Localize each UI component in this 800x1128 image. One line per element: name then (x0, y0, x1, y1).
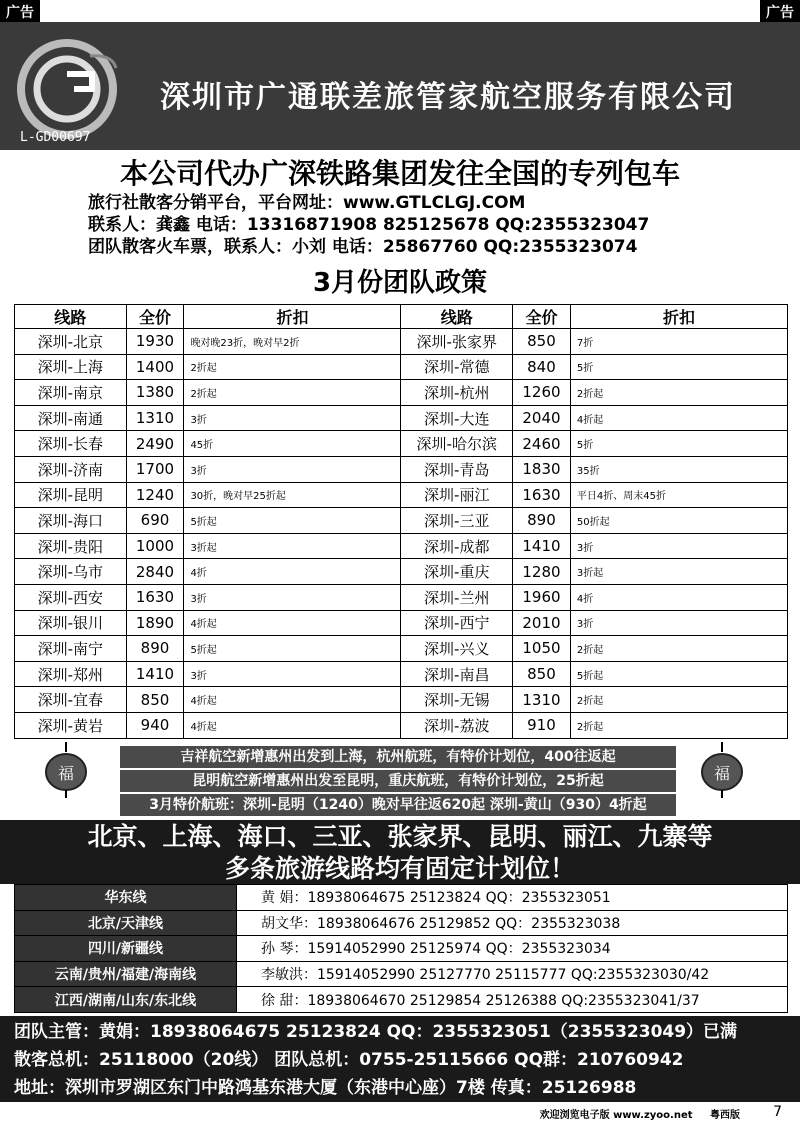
line-contact: 黄 娟：18938064675 25123824 QQ：2355323051 (237, 885, 788, 911)
route-cell: 深圳-济南 (15, 456, 127, 482)
table-row (15, 431, 788, 457)
line-name: 四川/新疆线 (15, 936, 237, 962)
header-price: 全价 (126, 305, 184, 329)
line-name: 华东线 (15, 885, 237, 911)
discount-cell: 3折 (184, 405, 401, 431)
discount-cell: 4折起 (184, 687, 401, 713)
price-cell: 1280 (513, 559, 571, 585)
line-row (15, 961, 788, 987)
footer-line-2: 散客总机：25118000（20线） 团队总机：0755-25115666 QQ群：210760942 (14, 1050, 684, 1070)
route-cell: 深圳-丽江 (401, 482, 513, 508)
header-route: 线路 (401, 305, 513, 329)
discount-cell: 2折起 (570, 687, 787, 713)
line-contact: 徐 甜：18938064670 25129854 25126388 QQ:2355323041/37 (237, 987, 788, 1013)
discount-cell: 4折 (570, 584, 787, 610)
header-price: 全价 (513, 305, 571, 329)
page-number: 7 (773, 1104, 782, 1120)
table-row (15, 687, 788, 713)
discount-cell: 5折 (570, 431, 787, 457)
price-cell: 890 (126, 636, 184, 662)
company-name: 深圳市广通联差旅管家航空服务有限公司 (160, 80, 736, 115)
table-row (15, 559, 788, 585)
discount-cell: 4折起 (184, 610, 401, 636)
line-row (15, 910, 788, 936)
route-cell: 深圳-张家界 (401, 329, 513, 355)
info-line-2: 联系人：龚鑫 电话：13316871908 825125678 QQ:2355323047 (88, 215, 650, 235)
price-cell: 890 (513, 508, 571, 534)
route-cell: 深圳-银川 (15, 610, 127, 636)
table-row (15, 329, 788, 355)
footer-contact (0, 1016, 800, 1102)
promo-line-2: 昆明航空新增惠州出发至昆明，重庆航班，有特价计划位，25折起 (120, 770, 676, 792)
lantern-icon (700, 742, 744, 798)
discount-cell: 4折起 (570, 405, 787, 431)
route-cell: 深圳-昆明 (15, 482, 127, 508)
discount-cell: 2折起 (570, 380, 787, 406)
company-header (0, 22, 800, 150)
price-cell: 840 (513, 354, 571, 380)
price-cell: 1380 (126, 380, 184, 406)
route-lines-body (15, 885, 788, 1013)
route-cell: 深圳-兴义 (401, 636, 513, 662)
policy-table (14, 304, 788, 739)
routes-banner (0, 820, 800, 884)
table-row (15, 456, 788, 482)
price-cell: 940 (126, 712, 184, 738)
route-cell: 深圳-上海 (15, 354, 127, 380)
price-cell: 1890 (126, 610, 184, 636)
policy-body (15, 329, 788, 739)
price-cell: 1960 (513, 584, 571, 610)
discount-cell: 7折 (570, 329, 787, 355)
route-cell: 深圳-南昌 (401, 661, 513, 687)
price-cell: 1830 (513, 456, 571, 482)
route-cell: 深圳-黄岩 (15, 712, 127, 738)
banner-line-1: 北京、上海、海口、三亚、张家界、昆明、丽江、九寨等 (87, 822, 713, 851)
route-cell: 深圳-常德 (401, 354, 513, 380)
price-cell: 1930 (126, 329, 184, 355)
discount-cell: 30折，晚对早25折起 (184, 482, 401, 508)
header-route: 线路 (15, 305, 127, 329)
route-cell: 深圳-成都 (401, 533, 513, 559)
bottom-note-text: 欢迎浏览电子版 www.zyoo.net (539, 1110, 693, 1121)
price-cell: 1000 (126, 533, 184, 559)
table-row (15, 482, 788, 508)
discount-cell: 5折 (570, 354, 787, 380)
table-row (15, 661, 788, 687)
route-cell: 深圳-北京 (15, 329, 127, 355)
info-line-1: 旅行社散客分销平台，平台网址：www.GTLCLGJ.COM (88, 193, 526, 213)
route-cell: 深圳-南通 (15, 405, 127, 431)
price-cell: 1310 (126, 405, 184, 431)
route-cell: 深圳-重庆 (401, 559, 513, 585)
price-cell: 1630 (126, 584, 184, 610)
discount-cell: 2折起 (570, 636, 787, 662)
headline: 本公司代办广深铁路集团发往全国的专列包车 (119, 157, 680, 190)
route-cell: 深圳-无锡 (401, 687, 513, 713)
company-logo-icon (12, 34, 122, 144)
discount-cell: 晚对晚23折，晚对早2折 (184, 329, 401, 355)
price-cell: 1400 (126, 354, 184, 380)
table-row (15, 712, 788, 738)
table-row (15, 354, 788, 380)
table-row (15, 508, 788, 534)
route-cell: 深圳-贵阳 (15, 533, 127, 559)
route-cell: 深圳-长春 (15, 431, 127, 457)
lantern-icon (44, 742, 88, 798)
route-cell: 深圳-荔波 (401, 712, 513, 738)
price-cell: 2010 (513, 610, 571, 636)
edition-label: 粤西版 (710, 1110, 740, 1121)
price-cell: 1700 (126, 456, 184, 482)
price-cell: 1410 (126, 661, 184, 687)
discount-cell: 3折 (184, 584, 401, 610)
line-name: 江西/湖南/山东/东北线 (15, 987, 237, 1013)
table-row (15, 610, 788, 636)
discount-cell: 3折起 (184, 533, 401, 559)
price-cell: 2460 (513, 431, 571, 457)
price-cell: 2490 (126, 431, 184, 457)
table-row (15, 380, 788, 406)
route-cell: 深圳-大连 (401, 405, 513, 431)
line-name: 北京/天津线 (15, 910, 237, 936)
price-cell: 690 (126, 508, 184, 534)
discount-cell: 3折 (184, 456, 401, 482)
table-row (15, 405, 788, 431)
price-cell: 2040 (513, 405, 571, 431)
route-cell: 深圳-青岛 (401, 456, 513, 482)
price-cell: 1310 (513, 687, 571, 713)
route-cell: 深圳-乌市 (15, 559, 127, 585)
discount-cell: 5折起 (184, 508, 401, 534)
discount-cell: 平日4折、周末45折 (570, 482, 787, 508)
discount-cell: 35折 (570, 456, 787, 482)
price-cell: 1050 (513, 636, 571, 662)
discount-cell: 3折起 (570, 559, 787, 585)
line-row (15, 987, 788, 1013)
discount-cell: 45折 (184, 431, 401, 457)
line-name: 云南/贵州/福建/海南线 (15, 961, 237, 987)
price-cell: 2840 (126, 559, 184, 585)
discount-cell: 2折起 (184, 380, 401, 406)
discount-cell: 3折 (184, 661, 401, 687)
ad-tag-left: 广告 (0, 0, 40, 22)
route-cell: 深圳-哈尔滨 (401, 431, 513, 457)
discount-cell: 4折起 (184, 712, 401, 738)
discount-cell: 4折 (184, 559, 401, 585)
line-contact: 孙 琴：15914052990 25125974 QQ：2355323034 (237, 936, 788, 962)
route-cell: 深圳-南宁 (15, 636, 127, 662)
header-discount: 折扣 (570, 305, 787, 329)
route-cell: 深圳-南京 (15, 380, 127, 406)
route-cell: 深圳-宜春 (15, 687, 127, 713)
discount-cell: 5折起 (570, 661, 787, 687)
table-row (15, 584, 788, 610)
line-contact: 李敏洪：15914052990 25127770 25115777 QQ:2355323030/42 (237, 961, 788, 987)
route-cell: 深圳-郑州 (15, 661, 127, 687)
policy-title: 3月份团队政策 (312, 268, 488, 298)
svg-text:福: 福 (57, 764, 75, 783)
price-cell: 1240 (126, 482, 184, 508)
discount-cell: 3折 (570, 533, 787, 559)
route-lines-table (14, 884, 788, 1013)
route-cell: 深圳-海口 (15, 508, 127, 534)
price-cell: 1260 (513, 380, 571, 406)
banner-line-2: 多条旅游线路均有固定计划位！ (224, 854, 575, 883)
discount-cell: 2折起 (570, 712, 787, 738)
license-code: L-GD00697 (20, 130, 91, 145)
footer-line-3: 地址：深圳市罗湖区东门中路鸿基东港大厦（东港中心座）7楼 传真：25126988 (14, 1078, 637, 1098)
route-cell: 深圳-西宁 (401, 610, 513, 636)
ad-tag-right: 广告 (760, 0, 800, 22)
discount-cell: 3折 (570, 610, 787, 636)
route-cell: 深圳-西安 (15, 584, 127, 610)
route-cell: 深圳-三亚 (401, 508, 513, 534)
price-cell: 1630 (513, 482, 571, 508)
price-cell: 850 (126, 687, 184, 713)
line-row (15, 936, 788, 962)
table-row (15, 533, 788, 559)
discount-cell: 5折起 (184, 636, 401, 662)
price-cell: 850 (513, 329, 571, 355)
line-row (15, 885, 788, 911)
discount-cell: 2折起 (184, 354, 401, 380)
promo-line-1: 吉祥航空新增惠州出发到上海，杭州航班，有特价计划位，400往返起 (120, 746, 676, 768)
route-cell: 深圳-兰州 (401, 584, 513, 610)
header-discount: 折扣 (184, 305, 401, 329)
info-line-3: 团队散客火车票，联系人：小刘 电话：25867760 QQ:2355323074 (88, 237, 638, 257)
bottom-note (540, 1106, 740, 1121)
discount-cell: 50折起 (570, 508, 787, 534)
route-cell: 深圳-杭州 (401, 380, 513, 406)
table-row (15, 636, 788, 662)
svg-text:福: 福 (713, 764, 731, 783)
price-cell: 1410 (513, 533, 571, 559)
price-cell: 850 (513, 661, 571, 687)
price-cell: 910 (513, 712, 571, 738)
footer-line-1: 团队主管：黄娟：18938064675 25123824 QQ：2355323051（2355323049）已满 (14, 1022, 738, 1042)
promo-line-3: 3月特价航班：深圳-昆明（1240）晚对早往返620起 深圳-黄山（930）4折起 (120, 794, 676, 816)
line-contact: 胡文华：18938064676 25129852 QQ：2355323038 (237, 910, 788, 936)
